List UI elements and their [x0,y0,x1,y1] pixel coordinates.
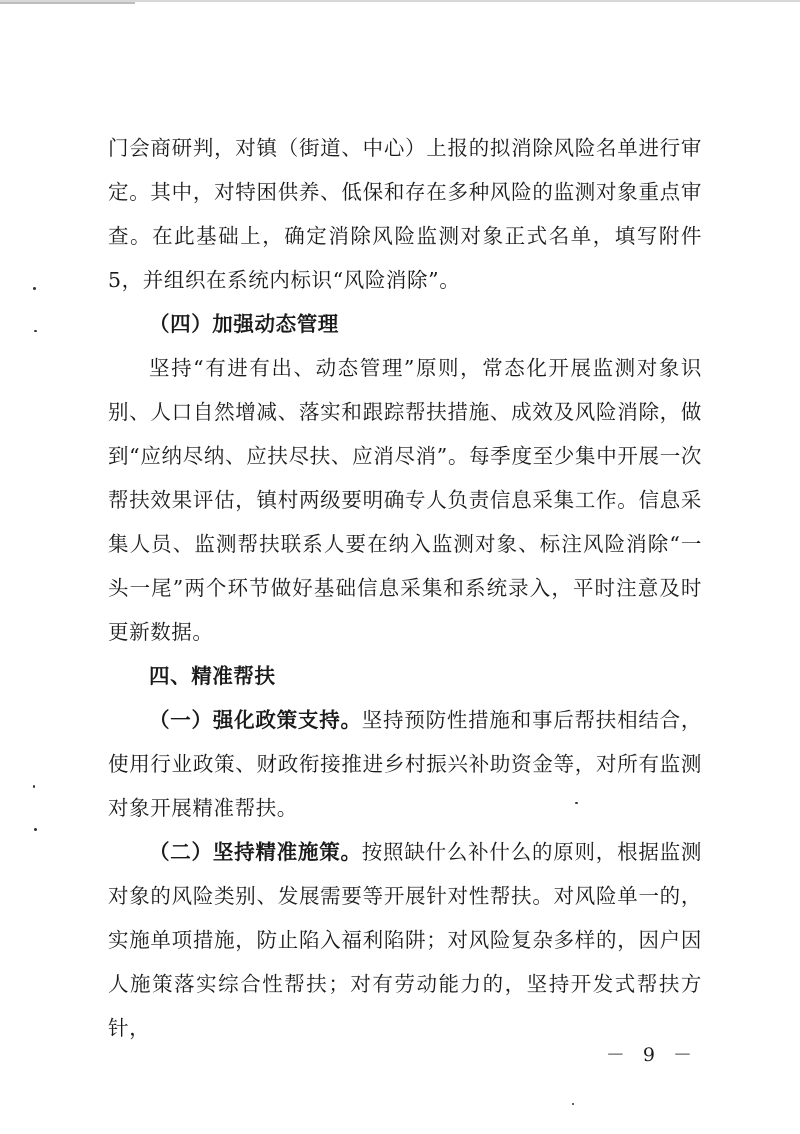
document-page [108,126,702,1050]
scan-speck [34,330,37,332]
item-precise-measures-body: 按照缺什么补什么的原则，根据监测对象的风险类别、发展需要等开展针对性帮扶。对风险单一的，实施单项措施，防止陷入福利陷阱；对风险复杂多样的，因户因人施策落实综合性帮扶；对有劳动能力的，坚持开发式帮扶方针， [108,840,702,1040]
item-precise-measures [108,830,702,1050]
scan-speck [33,287,36,290]
item-policy-support [108,698,702,830]
item-precise-measures-lead: （二）坚持精准施策。 [149,840,362,864]
subsection-heading-4: （四）加强动态管理 [149,312,339,336]
scan-speck [33,785,35,788]
scan-speck [572,1103,574,1105]
paragraph-dynamic-management: 坚持“有进有出、动态管理”原则，常态化开展监测对象识别、人口自然增减、落实和跟踪帮扶措施、成效及风险消除，做到“应纳尽纳、应扶尽扶、应消尽消”。每季度至少集中开展一次帮扶效果评估，镇村两级要明确专人负责信息采集工作。信息采集人员、监测帮扶联系人要在纳入监测对象、标注风险消除“一头一尾”两个环节做好基础信息采集和系统录入，平时注意及时更新数据。 [108,356,702,644]
scan-speck [34,828,37,831]
paragraph-continuation: 门会商研判，对镇（街道、中心）上报的拟消除风险名单进行审定。其中，对特困供养、低保和存在多种风险的监测对象重点审查。在此基础上，确定消除风险监测对象正式名单，填写附件5，并组织在系统内标识“风险消除”。 [108,136,702,292]
section-heading-precise-assistance: 四、精准帮扶 [149,664,276,688]
page-number: － 9 － [605,1044,698,1066]
scan-edge-mark [0,2,135,4]
item-policy-support-body: 坚持预防性措施和事后帮扶相结合，使用行业政策、财政衔接推进乡村振兴补助资金等，对所有监测对象开展精准帮扶。 [108,708,702,820]
item-policy-support-lead: （一）强化政策支持。 [149,708,362,732]
